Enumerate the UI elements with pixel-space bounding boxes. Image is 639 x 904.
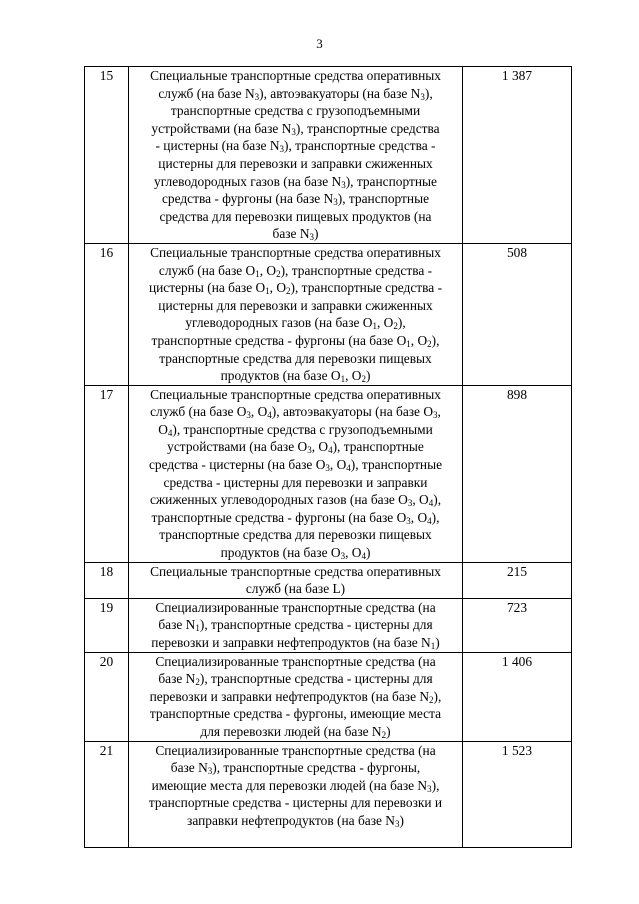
text-run: перевозки и заправки нефтепродуктов (на базе N	[151, 635, 431, 650]
row-value: 1 406	[463, 652, 572, 741]
text-run: устройствами (на базе O	[167, 439, 308, 455]
subscript-index: 2	[276, 268, 281, 279]
text-run: ),	[431, 777, 440, 793]
description-line	[129, 456, 462, 474]
table-row	[85, 652, 572, 741]
row-description	[129, 598, 463, 652]
description-line	[129, 634, 462, 652]
description-line	[129, 794, 462, 812]
subscript-index: 3	[420, 91, 425, 102]
row-value: 723	[463, 598, 572, 652]
subscript-index: 4	[328, 445, 333, 456]
text-run: транспортные средства - фургоны (на базе O	[151, 509, 407, 525]
text-run: Специализированные транспортные средства (на	[155, 742, 436, 758]
subscript-index: 3	[291, 126, 296, 137]
text-run: )	[435, 635, 440, 650]
text-run: заправки нефтепродуктов (на базе N	[187, 812, 395, 828]
text-run: ), транспортные	[332, 439, 424, 455]
row-number: 15	[85, 67, 129, 244]
text-run: сжиженных углеводородных газов (на базе O	[149, 492, 408, 508]
text-run: транспортные средства - фургоны, имеющие места	[149, 706, 442, 722]
text-run: ),	[424, 85, 433, 101]
subscript-index: 4	[346, 463, 351, 474]
description-line	[129, 244, 462, 262]
text-run: ), транспортные средства -	[280, 262, 433, 278]
text-run: служб (на базе O	[158, 262, 256, 278]
text-run: ), транспортные	[337, 191, 430, 207]
text-run: цистерны для перевозки и заправки сжиженных	[158, 297, 433, 313]
row-description	[129, 562, 463, 598]
row-value: 898	[463, 385, 572, 562]
text-run: ), транспортные средства - фургоны,	[212, 760, 421, 776]
text-run: , O	[410, 332, 428, 348]
description-line	[129, 421, 462, 439]
subscript-index: 3	[254, 91, 260, 102]
description-line	[129, 155, 462, 173]
text-run: , O	[345, 368, 362, 384]
row-description	[129, 243, 463, 385]
text-run: транспортные средства для перевозки пищевых	[159, 527, 432, 543]
description-line	[129, 297, 462, 315]
text-run: устройствами (на базе N	[151, 120, 292, 136]
description-line	[129, 208, 462, 226]
text-run: , O	[269, 280, 287, 296]
text-run: )	[365, 545, 371, 561]
text-run: ),	[433, 688, 442, 704]
text-run: служб (на базе N	[158, 85, 255, 101]
description-line	[129, 616, 462, 634]
description-line	[129, 386, 462, 404]
subscript-index: 4	[361, 551, 366, 562]
text-run: служб (на базе L)	[245, 581, 346, 597]
description-line	[129, 812, 462, 830]
subscript-index: 4	[428, 498, 434, 509]
text-run: Специализированные транспортные средства (на	[155, 599, 436, 615]
text-run: углеводородных газов (на базе O	[185, 315, 373, 331]
row-number: 19	[85, 598, 129, 652]
description-line	[129, 563, 462, 581]
subscript-index: 1	[430, 641, 436, 651]
text-run: )	[365, 368, 371, 384]
text-run: ),	[397, 315, 406, 331]
table-row	[85, 598, 572, 652]
subscript-index: 1	[195, 623, 200, 634]
description-line	[129, 279, 462, 297]
text-run: Специальные транспортные средства оперативных	[150, 244, 441, 260]
table-row	[85, 67, 572, 244]
description-line	[129, 173, 462, 191]
text-run: транспортные средства - цистерны для перевозки и	[148, 795, 443, 811]
vehicle-table	[84, 66, 572, 848]
description-line	[129, 474, 462, 492]
text-run: , O	[345, 545, 362, 561]
text-run: ),	[431, 509, 440, 525]
description-line	[129, 544, 462, 562]
row-number: 20	[85, 652, 129, 741]
description-line	[129, 314, 462, 332]
text-run: ), транспортные средства	[295, 120, 440, 136]
text-run: ), транспортные средства -	[290, 280, 443, 296]
row-number: 16	[85, 243, 129, 385]
description-line	[129, 509, 462, 527]
table-row	[85, 243, 572, 385]
text-run: средства - цистерны для перевозки и заправки	[163, 474, 428, 490]
table-row	[85, 385, 572, 562]
subscript-index: 3	[433, 410, 438, 421]
subscript-index: 3	[406, 515, 411, 526]
description-line	[129, 190, 462, 208]
text-run: ), автоэвакуаторы (на базе O	[271, 404, 434, 420]
text-run: базе N	[272, 226, 310, 242]
text-run: , O	[311, 439, 329, 455]
text-run: )	[386, 723, 391, 739]
text-run: - цистерны (на базе N	[155, 138, 280, 154]
subscript-index: 4	[267, 410, 272, 421]
description-line	[129, 438, 462, 456]
row-description	[129, 652, 463, 741]
text-run: цистерны (на базе O	[148, 280, 266, 296]
subscript-index: 4	[427, 515, 432, 526]
subscript-index: 3	[246, 410, 251, 421]
text-run: , O	[250, 404, 268, 420]
description-line	[129, 742, 462, 760]
text-run: ), транспортные средства - цистерны для	[199, 671, 433, 687]
text-run: транспортные средства для перевозки пищевых	[159, 350, 432, 366]
subscript-index: 1	[340, 374, 346, 385]
subscript-index: 2	[286, 286, 291, 297]
subscript-index: 2	[361, 374, 366, 385]
text-run: Специальные транспортные средства оперативных	[150, 68, 441, 83]
description-line	[129, 491, 462, 509]
subscript-index: 1	[265, 286, 270, 297]
row-value: 1 523	[463, 741, 572, 847]
description-line	[129, 705, 462, 723]
subscript-index: 3	[394, 818, 400, 829]
text-run: базе N	[170, 760, 208, 776]
description-line	[129, 85, 462, 103]
description-line	[129, 526, 462, 544]
text-run: ), транспортные	[345, 173, 437, 189]
text-run: , O	[410, 509, 428, 525]
text-run: Специализированные транспортные средства (на	[155, 653, 436, 669]
text-run: ,	[437, 404, 441, 420]
text-run: , O	[412, 492, 429, 508]
row-description	[129, 385, 463, 562]
text-run: ), транспортные средства с грузоподъемными	[172, 421, 433, 437]
text-run: Специальные транспортные средства оперативных	[150, 386, 441, 402]
text-run: средства для перевозки пищевых продуктов (на	[159, 208, 432, 224]
text-run: базе N	[158, 617, 196, 633]
table-body	[85, 67, 572, 848]
description-line	[129, 777, 462, 795]
text-run: )	[314, 226, 319, 242]
description-line	[129, 225, 462, 243]
text-run: транспортные средства - фургоны (на базе O	[151, 332, 407, 348]
description-line	[129, 670, 462, 688]
text-run: ), транспортные средства - цистерны для	[199, 617, 433, 633]
text-run: )	[399, 812, 404, 828]
description-line	[129, 403, 462, 421]
text-run: имеющие места для перевозки людей (на базе N	[151, 777, 428, 793]
description-line	[129, 599, 462, 617]
subscript-index: 1	[406, 338, 411, 349]
page-number: 3	[316, 36, 323, 51]
subscript-index: 2	[427, 338, 432, 349]
description-line	[129, 120, 462, 138]
text-run: O	[158, 421, 168, 437]
row-number: 17	[85, 385, 129, 562]
subscript-index: 1	[372, 321, 377, 332]
text-run: ),	[431, 332, 440, 348]
subscript-index: 1	[255, 268, 260, 279]
subscript-index: 3	[407, 498, 413, 509]
subscript-index: 2	[381, 729, 387, 740]
text-run: цистерны для перевозки и заправки сжиженных	[158, 155, 433, 171]
row-description	[129, 741, 463, 847]
subscript-index: 3	[340, 551, 346, 562]
text-run: ),	[433, 492, 442, 508]
description-line	[129, 688, 462, 706]
text-run: , O	[376, 315, 394, 331]
text-run: перевозки и заправки нефтепродуктов (на базе N	[149, 688, 430, 704]
description-line	[129, 367, 462, 385]
row-description	[129, 67, 463, 244]
row-spacer	[129, 830, 462, 847]
text-run: транспортные средства с грузоподъемными	[170, 103, 421, 119]
text-run: продуктов (на базе O	[220, 545, 341, 561]
subscript-index: 3	[279, 144, 284, 155]
description-line	[129, 723, 462, 741]
subscript-index: 3	[427, 783, 432, 794]
table-row	[85, 562, 572, 598]
description-line	[129, 580, 462, 598]
description-line	[129, 137, 462, 155]
description-line	[129, 350, 462, 368]
description-line	[129, 102, 462, 120]
text-run: базе N	[158, 671, 196, 687]
text-run: продуктов (на базе O	[220, 368, 341, 384]
description-line	[129, 332, 462, 350]
subscript-index: 3	[207, 766, 213, 777]
row-value: 508	[463, 243, 572, 385]
subscript-index: 2	[195, 677, 200, 688]
row-value: 1 387	[463, 67, 572, 244]
text-run: для перевозки людей (на базе N	[200, 723, 382, 739]
text-run: Специальные транспортные средства оперативных	[150, 563, 441, 579]
text-run: ), автоэвакуаторы (на базе N	[259, 85, 421, 101]
text-run: ), транспортные	[350, 457, 443, 473]
text-run: средства - цистерны (на базе O	[148, 457, 326, 473]
text-run: служб (на базе O	[150, 404, 247, 420]
description-line	[129, 262, 462, 280]
subscript-index: 3	[307, 445, 312, 456]
row-value: 215	[463, 562, 572, 598]
subscript-index: 3	[309, 232, 315, 243]
subscript-index: 3	[333, 197, 338, 208]
text-run: ), транспортные средства -	[284, 138, 436, 154]
subscript-index: 3	[341, 179, 346, 190]
table-row	[85, 741, 572, 847]
row-number: 18	[85, 562, 129, 598]
subscript-index: 2	[429, 694, 434, 705]
description-line	[129, 67, 462, 85]
text-run: средства - фургоны (на базе N	[161, 191, 334, 207]
text-run: , O	[259, 262, 277, 278]
subscript-index: 3	[325, 463, 330, 474]
text-run: углеводородных газов (на базе N	[154, 173, 342, 189]
text-run: , O	[329, 457, 347, 473]
description-line	[129, 653, 462, 671]
row-number: 21	[85, 741, 129, 847]
description-line	[129, 759, 462, 777]
subscript-index: 4	[167, 427, 173, 438]
subscript-index: 2	[393, 321, 398, 332]
